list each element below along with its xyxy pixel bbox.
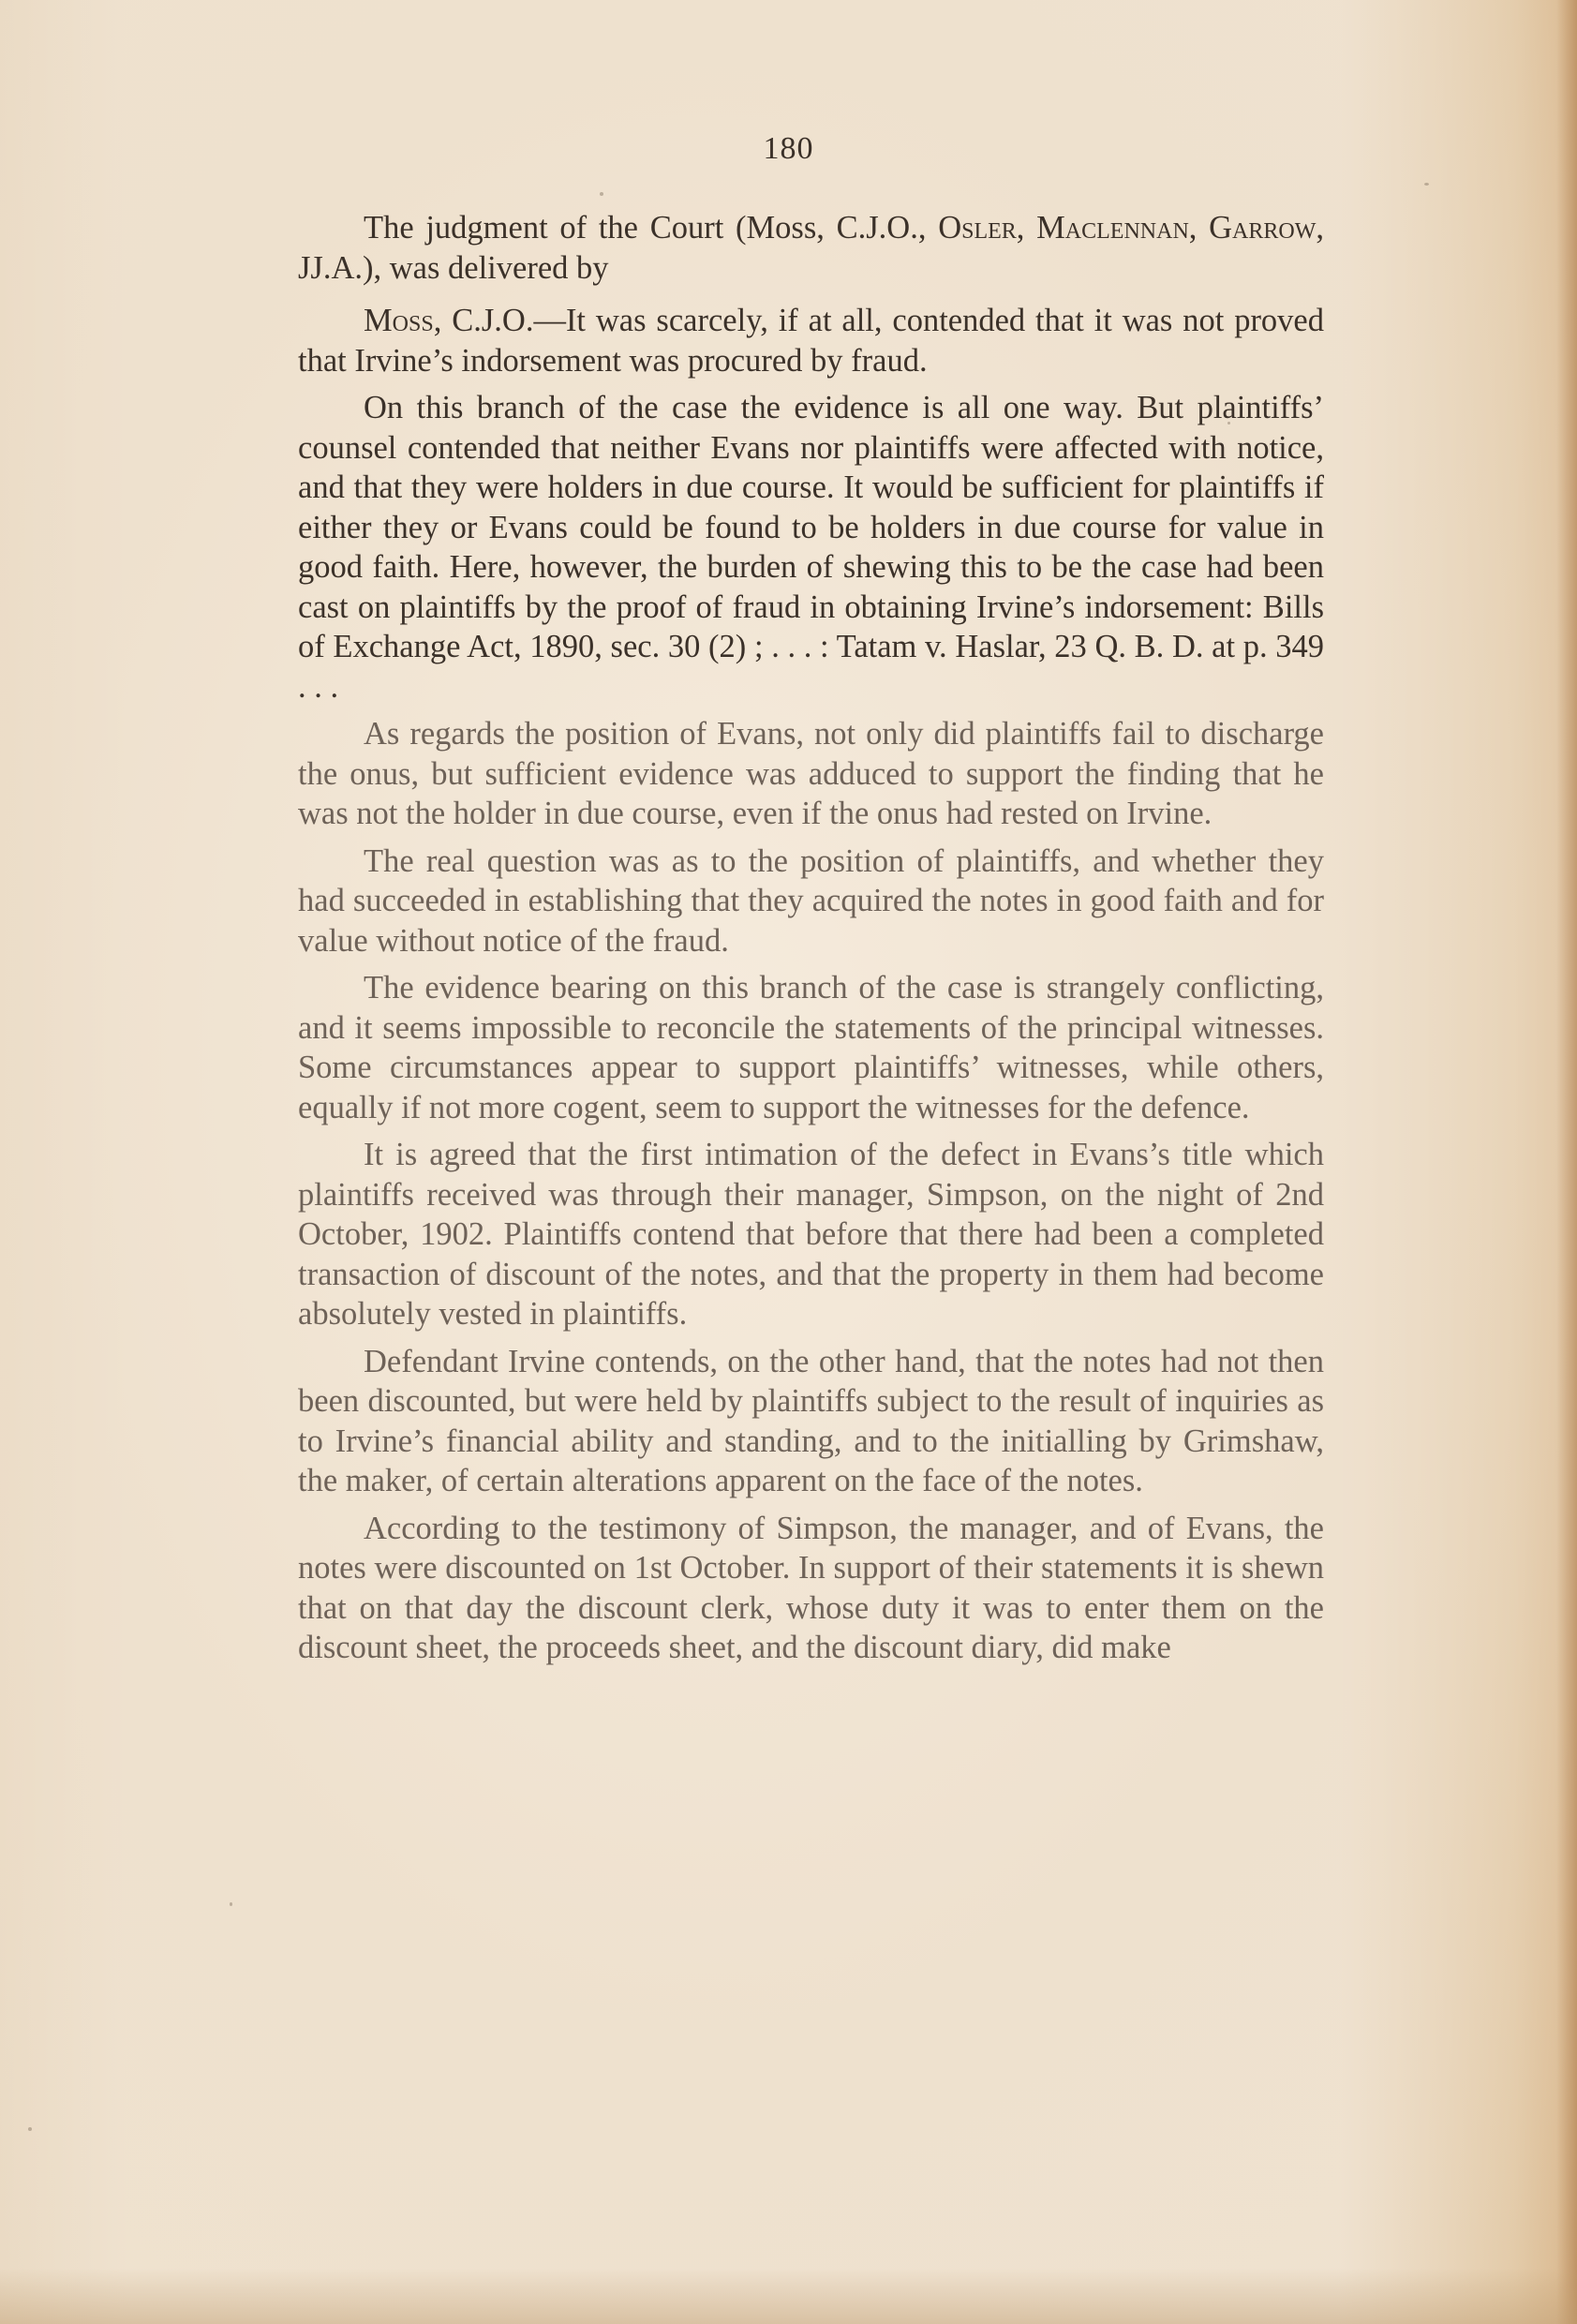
paragraph: The real question was as to the position of plaintiffs, and whether they had succeeded in establishing that they acquired the notes in good faith and for value without notice of the fraud. — [298, 842, 1324, 959]
paper-speck — [600, 192, 603, 196]
body-text — [298, 208, 1324, 1676]
page-number: 180 — [763, 131, 814, 166]
paper-speck — [1424, 183, 1429, 186]
paper-speck — [28, 2127, 32, 2131]
paragraph — [298, 208, 1324, 288]
speaker-name: Moss — [364, 303, 434, 338]
paper-speck — [230, 1902, 232, 1906]
page-edge-shadow — [1556, 0, 1577, 2324]
page-bottom-shadow — [0, 2268, 1577, 2324]
paragraph: According to the testimony of Simpson, the manager, and of Evans, the notes were discounted on 1st October. In support of their statements it is shewn that on that day the discount clerk, whose duty it was to enter them on the discount sheet, the proceeds sheet, and the discount diary, did make — [298, 1510, 1324, 1665]
paragraph: The evidence bearing on this branch of the case is strangely conflicting, and it seems impossible to reconcile the statements of the principal witnesses. Some circumstances appear to support plaintiffs’ witnesses, while others, equally if not more cogent, seem to support the witnesses for the defence. — [298, 970, 1324, 1125]
judges-names: Osler, Maclennan, Garrow — [938, 210, 1317, 246]
paragraph: Defendant Irvine contends, on the other hand, that the notes had not then been discounted, but were held by plaintiffs subject to the result of inquiries as to Irvine’s financial ability and standing, and to the initialling by Grimshaw, the maker, of certain alterations apparent on the face of the notes. — [298, 1343, 1324, 1498]
paragraph: As regards the position of Evans, not only did plaintiffs fail to discharge the onus, but sufficient evidence was adduced to support the finding that he was not the holder in due course, even if the onus had rested on Irvine. — [298, 716, 1324, 831]
paragraph: It is agreed that the first intimation of the defect in Evans’s title which plaintiffs received was through their manager, Simpson, on the night of 2nd October, 1902. Plaintiffs contend that before that there had been a completed transaction of discount of the notes, and that the property in them had become absolutely vested in plaintiffs. — [298, 1137, 1324, 1332]
paragraph-text: , C.J.O.—It was scarcely, if at all, contended that it was not proved that Irvine’s indorsement was procured by fraud. — [298, 303, 1324, 379]
paragraph — [298, 301, 1324, 380]
paragraph-text: , JJ.A.), was delivered by — [298, 210, 1324, 286]
paragraph: On this branch of the case the evidence is all one way. But plaintiffs’ counsel contended that neither Evans nor plaintiffs were affected with notice, and that they were holders in due course. It would be sufficient for plaintiffs if either they or Evans could be found to be holders in due course for value in good faith. Here, however, the burden of shewing this to be the case had been cast on plaintiffs by the proof of fraud in obtaining Irvine’s indorsement: Bills of Exchange Act, 1890, sec. 30 (2) ; . . . : Tatam v. Haslar, 23 Q. B. D. at p. 349 . . . — [298, 390, 1324, 705]
paragraph-text: The judgment of the Court (Moss, C.J.O., — [364, 210, 939, 246]
